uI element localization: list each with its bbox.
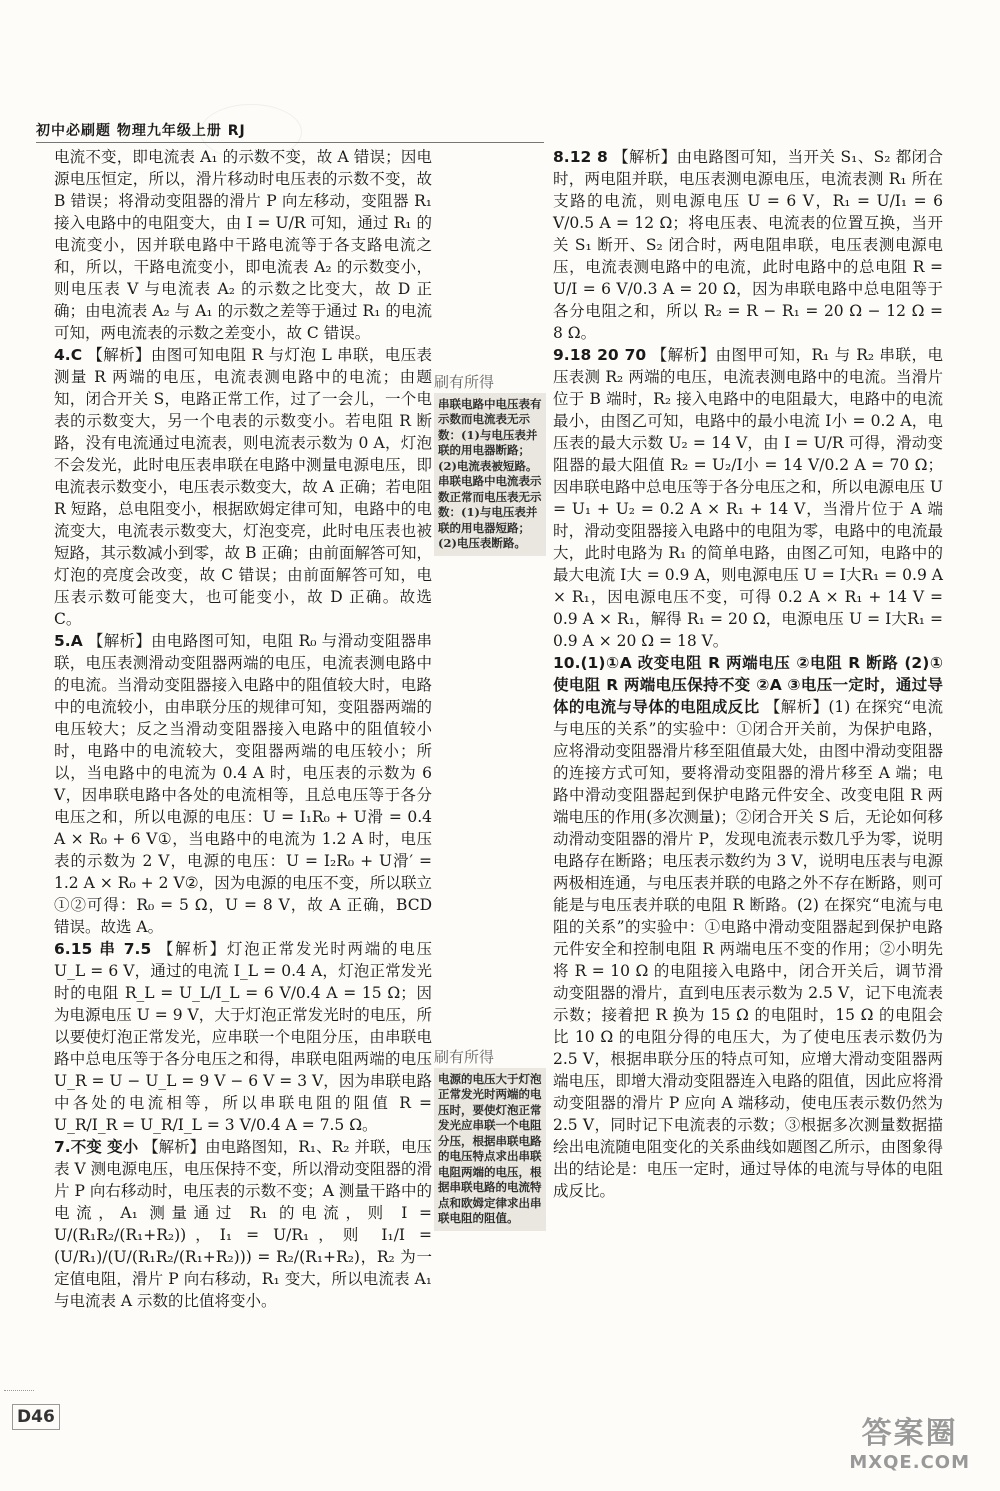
item-answer: C — [70, 346, 83, 364]
page-number: D46 — [12, 1404, 60, 1430]
item-text: 【解析】(1) 在探究“电流与电压的关系”的实验中：①闭合开关前，为保护电路，应将滑动变阻器滑片移至阻值最大处，由图中滑动变阻器的连接方式可知，要将滑动变阻器的滑片移至 A 端；电路中滑动变阻器起到保护电路元件安全、改变电阻 R 两端电压的作用(多次测量)；②闭合开关 S 后，无论如何移动滑动变阻器的滑片 P，发现电流表示数几乎为零，说明电路存在断路；电压表示数约为 3 V，说明电压表与电源两极相连通，与电压表并联的电路之外不存在断路，则可能是与电压表并联的电阻 R 断路。(2) 在探究“电流与电阻的关系”的实验中：①电路中滑动变阻器起到保护电路元件安全和控制电阻 R 两端电压不变的作用；②小明先将 R = 10 Ω 的电阻接入电路中，闭合开关后，调节滑动变阻器的滑片，直到电压表示数为 2.5 V，记下电流表示数；接着把 R 换为 15 Ω 的电阻时，15 Ω 的电阻会比 10 Ω 的电阻分得的电压大，为了使电压表示数仍为 2.5 V，根据串联分压的特点可知，应增大滑动变阻器两端电压，即增大滑动变阻器连入电路的阻值，因此应将滑动变阻器的滑片 P 应向 A 端移动，使电压表示数仍然为 2.5 V，同时记下电流表的示数；③根据多次测量数据描绘出电流随电阻变化的关系曲线如题图乙所示，由图象得出的结论是：电压一定时，通过导体的电流与导体的电阻成反比。 — [553, 698, 943, 1200]
watermark-url: MXQE.COM — [849, 1452, 970, 1473]
item-text: 【解析】由电路图可知，电阻 R₀ 与滑动变阻器串联，电压表测滑动变阻器两端的电压，电流表测电路中的电流。当滑动变阻器接入电路中的阻值较大时，电路中的电流较小，由串联分压的规律可知，变阻器两端的电压较大；反之当滑动变阻器接入电路中的阻值较小时，电路中的电流较大，变阻器两端的电压较小；所以，当电路中的电流为 0.4 A 时，电压表的示数为 6 V，因串联电路中各处的电流相等，且总电压等于各分电压之和，所以电源的电压：U = I₁R₀ + U滑 = 0.4 A × R₀ + 6 V①，当电路中的电流为 1.2 A 时，电压表的示数为 2 V，电源的电压：U = I₂R₀ + U滑′ = 1.2 A × R₀ + 2 V②，因为电源的电压不变，所以联立①②可得：R₀ = 5 Ω，U = 8 V，故 A 正确，BCD 错误。故选 A。 — [54, 632, 432, 936]
answer-item-8 — [553, 146, 943, 344]
sidebar-text: 串联电路中电压表有示数而电流表无示数：(1)与电压表并联的用电器断路；(2)电流表被短路。串联电路中电流表示数正常而电压表无示数：(1)与电压表并联的用电器短路；(2)电压表断路。 — [434, 393, 546, 556]
item-answer: 不变 变小 — [70, 1138, 139, 1156]
item-text: 电流不变，即电流表 A₁ 的示数不变，故 A 错误；因电源电压恒定，所以，滑片移动时电压表的示数不变，故 B 错误；将滑动变阻器的滑片 P 向左移动，变阻器 R₁ 接入电路中的电阻变大，由 I = U/R 可知，通过 R₁ 的电流变小，因并联电路中干路电流等于各支路电流之和，所以，干路电流变小，即电流表 A₂ 的示数变小，则电压表 V 与电流表 A₂ 的示数之比变大，故 D 正确；由电流表 A₂ 与 A₁ 的示数之差等于通过 R₁ 的电流可知，两电流表的示数之差变小，故 C 错误。 — [54, 148, 432, 342]
item-text: 【解析】灯泡正常发光时两端的电压 U_L = 6 V，通过的电流 I_L = 0.4 A，灯泡正常发光时的电阻 R_L = U_L/I_L = 6 V/0.4 A = 15 Ω；因为电源电压 U = 9 V，大于灯泡正常发光时的电压，所以要使灯泡正常发光，应串联一个电阻分压，由串联电路中总电压等于各分电压之和得，串联电阻两端的电压 U_R = U − U_L = 9 V − 6 V = 3 V，因为串联电路中各处的电流相等，所以串联电阻的阻值 R = U_R/I_R = U_R/I_L = 3 V/0.4 A = 7.5 Ω。 — [54, 940, 432, 1134]
watermark-logo: 答案圈 — [861, 1416, 958, 1451]
answer-item-7 — [54, 1136, 432, 1312]
item-answer: 15 串 7.5 — [70, 940, 152, 958]
right-column — [553, 146, 943, 1202]
item-number: 4. — [54, 346, 71, 364]
item-text: 【解析】由图甲可知，R₁ 与 R₂ 串联，电压表测 R₂ 两端的电压，电流表测电路中的电流。当滑片位于 B 端时，R₂ 接入电路中的电阻最大，电路中的电流最小，由图乙可知，电路中的最小电流 I小 = 0.2 A，电压表的最大示数 U₂ = 14 V，由 I = U/R 可得，滑动变阻器的最大阻值 R₂ = U₂/I小 = 14 V/0.2 A = 70 Ω；因串联电路中总电压等于各分电压之和，所以电源电压 U = U₁ + U₂ = 0.2 A × R₁ + 14 V，当滑片位于 A 端时，滑动变阻器接入电路中的电阻为零，电路中的电流最大，此时电路为 R₁ 的简单电路，由图乙可知，电路中的最大电流 I大 = 0.9 A，则电源电压 U = I大R₁ = 0.9 A × R₁，因电源电压不变，可得 0.2 A × R₁ + 14 V = 0.9 A × R₁，解得 R₁ = 20 Ω，电源电压 U = I大R₁ = 0.9 A × 20 Ω = 18 V。 — [553, 346, 943, 650]
item-answer: 12 8 — [569, 148, 608, 166]
watermark — [849, 1408, 970, 1473]
item-answer: A — [70, 632, 83, 650]
answer-item-5 — [54, 630, 432, 938]
left-column — [54, 146, 432, 1312]
item-number: 10. — [553, 654, 581, 672]
page-header: 初中必刷题 物理九年级上册 RJ — [36, 123, 246, 139]
item-text: 【解析】由电路图知，R₁、R₂ 并联，电压表 V 测电源电压，电压保持不变，所以滑动变阻器的滑片 P 向右移动时，电压表的示数不变；A 测量干路中的电流，A₁ 测量通过 R₁ 的电流，则 I = U/(R₁R₂/(R₁+R₂))，I₁ = U/R₁，则 I₁/I = (U/R₁)/(U/(R₁R₂/(R₁+R₂))) = R₂/(R₁+R₂)，R₂ 为一定值电阻，滑片 P 向右移动，R₁ 变大，所以电流表 A₁ 与电流表 A 示数的比值将变小。 — [54, 1138, 432, 1310]
answer-item-10 — [553, 652, 943, 1202]
answer-item-4 — [54, 344, 432, 630]
item-number: 8. — [553, 148, 570, 166]
sidebar-title: 刷有所得 — [434, 373, 495, 391]
header-rule — [36, 142, 544, 143]
item-number: 5. — [54, 632, 71, 650]
sidebar-note-1 — [434, 375, 546, 556]
answer-item-6 — [54, 938, 432, 1136]
sidebar-text: 电源的电压大于灯泡正常发光时两端的电压时，要使灯泡正常发光应串联一个电阻分压，根据串联电路的电压特点求出串联电阻两端的电压，根据串联电路的电流特点和欧姆定律求出串联电阻的阻值。 — [434, 1068, 546, 1231]
sidebar-note-2 — [434, 1050, 546, 1231]
item-number: 6. — [54, 940, 71, 958]
item-text: 【解析】由图可知电阻 R 与灯泡 L 串联，电压表测量 R 两端的电压，电流表测电路中的电流；由题知，闭合开关 S，电路正常工作，过了一会儿，一个电表的示数变大，另一个电表的示数变小。若电阻 R 断路，没有电流通过电流表，则电流表示数为 0 A，灯泡不会发光，此时电压表串联在电路中测量电源电压，即电流表示数变小，电压表示数变大，故 A 正确；若电阻 R 短路，总电阻变小，根据欧姆定律可知，电路中的电流变大，电流表示数变大，灯泡变亮，此时电压表也被短路，其示数减小到零，故 B 正确；由前面解答可知，灯泡的亮度会改变，故 C 错误；由前面解答可知，电压表示数可能变大，也可能变小，故 D 正确。故选 C。 — [54, 346, 432, 628]
item-number: 9. — [553, 346, 570, 364]
item-text: 【解析】由电路图可知，当开关 S₁、S₂ 都闭合时，两电阻并联，电压表测电源电压，电流表测 R₁ 所在支路的电流，则电源电压 U = 6 V，R₁ = U/I₁ = 6 V/0.5 A = 12 Ω；将电压表、电流表的位置互换，当开关 S₁ 断开、S₂ 闭合时，两电阻串联，电压表测电源电压，电流表测电路中的电流，此时电路中的总电阻 R = U/I = 6 V/0.3 A = 20 Ω，因为串联电路中总电阻等于各分电阻之和，所以 R₂ = R − R₁ = 20 Ω − 12 Ω = 8 Ω。 — [553, 148, 943, 342]
page-corner-dots — [4, 1390, 34, 1391]
sidebar-title: 刷有所得 — [434, 1048, 495, 1066]
item-answer: 18 20 70 — [569, 346, 647, 364]
answer-item-cont — [54, 146, 432, 344]
answer-item-9 — [553, 344, 943, 652]
item-number: 7. — [54, 1138, 71, 1156]
item-answer: (1)①A 改变电阻 R 两端电压 ②电阻 R 断路 (2)①使电阻 R 两端电压保持不变 ②A ③电压一定时，通过导体的电流与导体的电阻成反比 — [553, 654, 943, 716]
